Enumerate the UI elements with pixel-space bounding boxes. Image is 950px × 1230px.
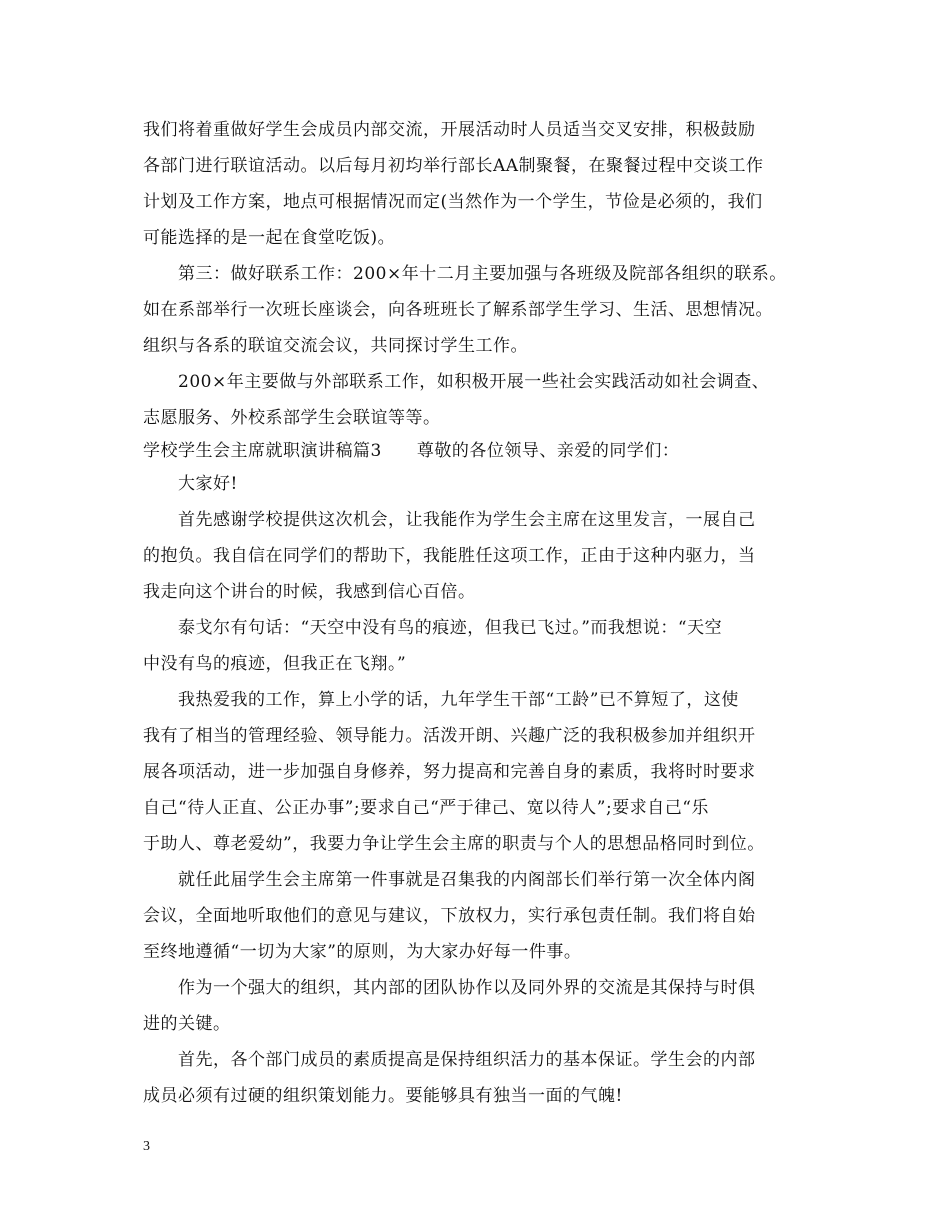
text-line: 会议，全面地听取他们的意见与建议，下放权力，实行承包责任制。我们将自始 <box>143 906 756 926</box>
paragraph-first-line: 就任此届学生会主席第一件事就是召集我的内阁部长们举行第一次全体内阁 <box>178 870 756 890</box>
text-line: 我们将着重做好学生会成员内部交流，开展活动时人员适当交叉安排，积极鼓励 <box>143 120 756 140</box>
text-line: 我有了相当的管理经验、领导能力。活泼开朗、兴趣广泛的我积极参加并组织开 <box>143 726 756 746</box>
text-line: 我走向这个讲台的时候，我感到信心百倍。 <box>143 582 476 602</box>
text-line: 各部门进行联谊活动。以后每月初均举行部长AA制聚餐，在聚餐过程中交谈工作 <box>143 156 764 176</box>
section-heading-line: 学校学生会主席就职演讲稿篇3 尊敬的各位领导、亲爱的同学们： <box>143 441 680 461</box>
text-line: 可能选择的是一起在食堂吃饭)。 <box>143 228 396 248</box>
text-line: 志愿服务、外校系部学生会联谊等等。 <box>143 408 441 428</box>
text-line: 中没有鸟的痕迹，但我正在飞翔。” <box>143 654 407 674</box>
text-line: 于助人、尊老爱幼”，我要力争让学生会主席的职责与个人的思想品格同时到位。 <box>143 834 765 854</box>
text-line: 自己“待人正直、公正办事”;要求自己“严于律己、宽以待人”;要求自己“乐 <box>143 798 709 818</box>
text-line: 成员必须有过硬的组织策划能力。要能够具有独当一面的气魄! <box>143 1086 623 1106</box>
paragraph-first-line: 200×年主要做与外部联系工作，如积极开展一些社会实践活动如社会调查、 <box>178 372 770 392</box>
paragraph-first-line: 作为一个强大的组织，其内部的团队协作以及同外界的交流是其保持与时俱 <box>178 978 756 998</box>
text-line: 如在系部举行一次班长座谈会，向各班班长了解系部学生学习、生活、思想情况。 <box>143 300 773 320</box>
paragraph-first-line: 首先，各个部门成员的素质提高是保持组织活力的基本保证。学生会的内部 <box>178 1050 756 1070</box>
paragraph-first-line: 第三：做好联系工作：200×年十二月主要加强与各班级及院部各组织的联系。 <box>178 264 787 284</box>
text-line: 进的关键。 <box>143 1014 231 1034</box>
text-line: 展各项活动，进一步加强自身修养，努力提高和完善自身的素质，我将时时要求 <box>143 762 756 782</box>
greeting-line: 大家好! <box>178 474 238 494</box>
paragraph-first-line: 首先感谢学校提供这次机会，让我能作为学生会主席在这里发言，一展自己 <box>178 510 756 530</box>
page-number: 3 <box>143 1139 150 1154</box>
text-line: 计划及工作方案，地点可根据情况而定(当然作为一个学生，节俭是必须的，我们 <box>143 192 763 212</box>
paragraph-first-line: 泰戈尔有句话：“天空中没有鸟的痕迹，但我已飞过。”而我想说：“天空 <box>178 618 723 638</box>
text-line: 的抱负。我自信在同学们的帮助下，我能胜任这项工作，正由于这种内驱力，当 <box>143 546 756 566</box>
text-line: 组织与各系的联谊交流会议，共同探讨学生工作。 <box>143 336 528 356</box>
paragraph-first-line: 我热爱我的工作，算上小学的话，九年学生干部“工龄”已不算短了，这使 <box>178 690 739 710</box>
text-line: 至终地遵循“一切为大家”的原则，为大家办好每一件事。 <box>143 942 582 962</box>
